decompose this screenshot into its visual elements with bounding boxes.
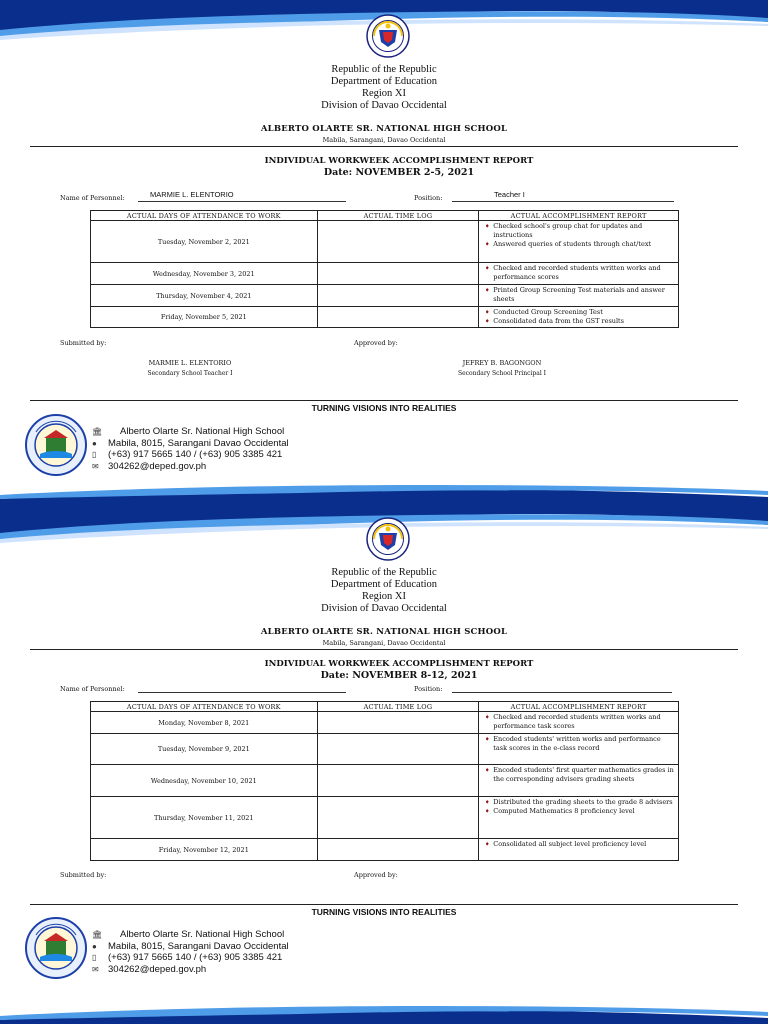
division-line: Division of Davao Occidental: [321, 100, 447, 111]
arrow-bullet-icon: ➧: [484, 222, 491, 230]
header-divider: [30, 146, 738, 147]
school-motto: TURNING VISIONS INTO REALITIES: [311, 907, 457, 917]
report-cell: [479, 734, 679, 765]
col-days-header: ACTUAL DAYS OF ATTENDANCE TO WORK: [91, 211, 318, 221]
list-item: ➧ Distributed the grading sheets to the grade 8 advisers: [481, 798, 676, 807]
accomplishment-table-1: [90, 210, 679, 328]
republic-line: Republic of the Republic: [331, 567, 437, 578]
col-time-header: ACTUAL TIME LOG: [317, 211, 479, 221]
name-underline[interactable]: [138, 684, 346, 693]
arrow-bullet-icon: ➧: [484, 264, 491, 272]
mail-icon: ✉: [92, 964, 99, 974]
school-address: Mabila, Sarangani, Davao Occidental: [322, 639, 446, 647]
position-label: Position:: [414, 685, 443, 693]
report-cell: [479, 797, 679, 839]
table-row: [91, 734, 679, 765]
list-item: ➧ Checked and recorded students written works and performance scores: [481, 264, 676, 282]
contact-phone-row: ▯ (+63) 917 5665 140 / (+63) 905 3385 421: [92, 449, 283, 460]
list-item: ➧ Consolidated data from the GST results: [481, 317, 676, 326]
table-row: [91, 797, 679, 839]
list-item: ➧ Checked school's group chat for updates and instructions: [481, 222, 676, 240]
table-row: [91, 307, 679, 328]
day-cell: Thursday, November 4, 2021: [91, 285, 318, 307]
submitted-by-label: Submitted by:: [60, 871, 107, 879]
footer-divider: [30, 400, 738, 401]
header-lines: [0, 567, 768, 615]
list-item: ➧ Encoded students' written works and performance task scores in the e-class record: [481, 735, 676, 753]
arrow-bullet-icon: ➧: [484, 308, 491, 316]
report-page-1: [0, 0, 768, 503]
arrow-bullet-icon: ➧: [484, 317, 491, 325]
arrow-bullet-icon: ➧: [484, 735, 491, 743]
personnel-position: Teacher I: [494, 190, 525, 199]
footer-wave: [0, 1004, 768, 1024]
day-cell: Thursday, November 11, 2021: [91, 797, 318, 839]
report-cell: [479, 285, 679, 307]
republic-line: Republic of the Republic: [331, 64, 437, 75]
school-logo-icon: [24, 917, 88, 979]
table-row: [91, 221, 679, 263]
day-cell: Wednesday, November 10, 2021: [91, 765, 318, 797]
footer-contact: [92, 929, 289, 975]
arrow-bullet-icon: ➧: [484, 807, 491, 815]
col-time-header: ACTUAL TIME LOG: [317, 702, 479, 712]
school-name: ALBERTO OLARTE SR. NATIONAL HIGH SCHOOL: [260, 627, 508, 637]
arrow-bullet-icon: ➧: [484, 713, 491, 721]
header-divider: [30, 649, 738, 650]
contact-school-row: 🏛 Alberto Olarte Sr. National High School: [92, 426, 285, 437]
footer-contact: [92, 426, 289, 472]
time-log-cell: [317, 797, 479, 839]
school-logo-icon: [24, 414, 88, 476]
table-row: [91, 765, 679, 797]
personnel-name: MARMIE L. ELENTORIO: [150, 190, 234, 199]
contact-email-row: ✉ 304262@deped.gov.ph: [92, 963, 207, 975]
position-label: Position:: [414, 194, 443, 202]
list-item: ➧ Computed Mathematics 8 proficiency level: [481, 807, 676, 816]
building-icon: 🏛: [92, 427, 103, 436]
submitter-name: MARMIE L. ELENTORIO: [148, 359, 232, 367]
header-lines: [0, 64, 768, 112]
day-cell: Tuesday, November 2, 2021: [91, 221, 318, 263]
arrow-bullet-icon: ➧: [484, 840, 491, 848]
position-underline: [452, 193, 674, 202]
list-item: ➧ Encoded students' first quarter mathematics grades in the corresponding advisers grading sheets: [481, 766, 676, 784]
report-cell: [479, 307, 679, 328]
school-name: ALBERTO OLARTE SR. NATIONAL HIGH SCHOOL: [260, 124, 508, 134]
report-date: Date: NOVEMBER 2-5, 2021: [323, 167, 475, 178]
region-line: Region XI: [361, 591, 407, 602]
approved-by-label: Approved by:: [354, 339, 398, 347]
phone-icon: ▯: [92, 953, 97, 962]
location-pin-icon: ●: [92, 438, 97, 448]
region-line: Region XI: [361, 88, 407, 99]
school-motto: TURNING VISIONS INTO REALITIES: [311, 403, 457, 413]
table-header-row: [91, 702, 679, 712]
arrow-bullet-icon: ➧: [484, 798, 491, 806]
name-label: Name of Personnel:: [60, 685, 125, 693]
contact-address-row: ● Mabila, 8015, Sarangani Davao Occidental: [92, 940, 289, 952]
mail-icon: ✉: [92, 461, 99, 471]
time-log-cell: [317, 263, 479, 285]
position-underline[interactable]: [452, 684, 672, 693]
department-line: Department of Education: [330, 76, 438, 87]
list-item: ➧ Conducted Group Screening Test: [481, 308, 676, 317]
contact-school-row: 🏛 Alberto Olarte Sr. National High School: [92, 929, 285, 940]
list-item: ➧ Printed Group Screening Test materials and answer sheets: [481, 286, 676, 304]
school-address: Mabila, Sarangani, Davao Occidental: [322, 136, 446, 144]
report-title: INDIVIDUAL WORKWEEK ACCOMPLISHMENT REPORT: [264, 156, 534, 166]
report-cell: [479, 221, 679, 263]
col-report-header: ACTUAL ACCOMPLISHMENT REPORT: [479, 211, 679, 221]
approver-position: Secondary School Principal I: [457, 370, 547, 377]
day-cell: Tuesday, November 9, 2021: [91, 734, 318, 765]
approver-name: JEFREY B. BAGONGON: [462, 359, 542, 367]
arrow-bullet-icon: ➧: [484, 240, 491, 248]
arrow-bullet-icon: ➧: [484, 286, 491, 294]
day-cell: Wednesday, November 3, 2021: [91, 263, 318, 285]
division-line: Division of Davao Occidental: [321, 603, 447, 614]
report-cell: [479, 765, 679, 797]
time-log-cell: [317, 221, 479, 263]
report-cell: [479, 263, 679, 285]
time-log-cell: [317, 307, 479, 328]
time-log-cell: [317, 839, 479, 861]
time-log-cell: [317, 712, 479, 734]
day-cell: Friday, November 12, 2021: [91, 839, 318, 861]
arrow-bullet-icon: ➧: [484, 766, 491, 774]
table-row: [91, 839, 679, 861]
day-cell: Friday, November 5, 2021: [91, 307, 318, 328]
day-cell: Monday, November 8, 2021: [91, 712, 318, 734]
accomplishment-table-2: [90, 701, 679, 861]
report-date: Date: NOVEMBER 8-12, 2021: [320, 670, 478, 681]
deped-seal-icon: [366, 517, 410, 561]
building-icon: 🏛: [92, 930, 103, 939]
time-log-cell: [317, 285, 479, 307]
col-report-header: ACTUAL ACCOMPLISHMENT REPORT: [479, 702, 679, 712]
col-days-header: ACTUAL DAYS OF ATTENDANCE TO WORK: [91, 702, 318, 712]
table-header-row: [91, 211, 679, 221]
contact-address-row: ● Mabila, 8015, Sarangani Davao Occidental: [92, 437, 289, 449]
list-item: ➧ Answered queries of students through chat/text: [481, 240, 676, 249]
table-row: [91, 263, 679, 285]
time-log-cell: [317, 734, 479, 765]
footer-divider: [30, 904, 738, 905]
contact-email-row: ✉ 304262@deped.gov.ph: [92, 460, 207, 472]
table-row: [91, 712, 679, 734]
time-log-cell: [317, 765, 479, 797]
department-line: Department of Education: [330, 579, 438, 590]
report-cell: [479, 839, 679, 861]
approved-by-label: Approved by:: [354, 871, 398, 879]
deped-seal-icon: [366, 14, 410, 58]
contact-phone-row: ▯ (+63) 917 5665 140 / (+63) 905 3385 421: [92, 952, 283, 963]
name-label: Name of Personnel:: [60, 194, 125, 202]
report-page-2: [0, 503, 768, 1024]
list-item: ➧ Checked and recorded students written works and performance task scores: [481, 713, 676, 731]
footer-wave: [0, 483, 768, 503]
report-title: INDIVIDUAL WORKWEEK ACCOMPLISHMENT REPORT: [264, 659, 534, 669]
submitted-by-label: Submitted by:: [60, 339, 107, 347]
table-row: [91, 285, 679, 307]
report-cell: [479, 712, 679, 734]
phone-icon: ▯: [92, 450, 97, 459]
location-pin-icon: ●: [92, 941, 97, 951]
submitter-position: Secondary School Teacher I: [147, 370, 233, 377]
list-item: ➧ Consolidated all subject level proficiency level: [481, 840, 676, 849]
